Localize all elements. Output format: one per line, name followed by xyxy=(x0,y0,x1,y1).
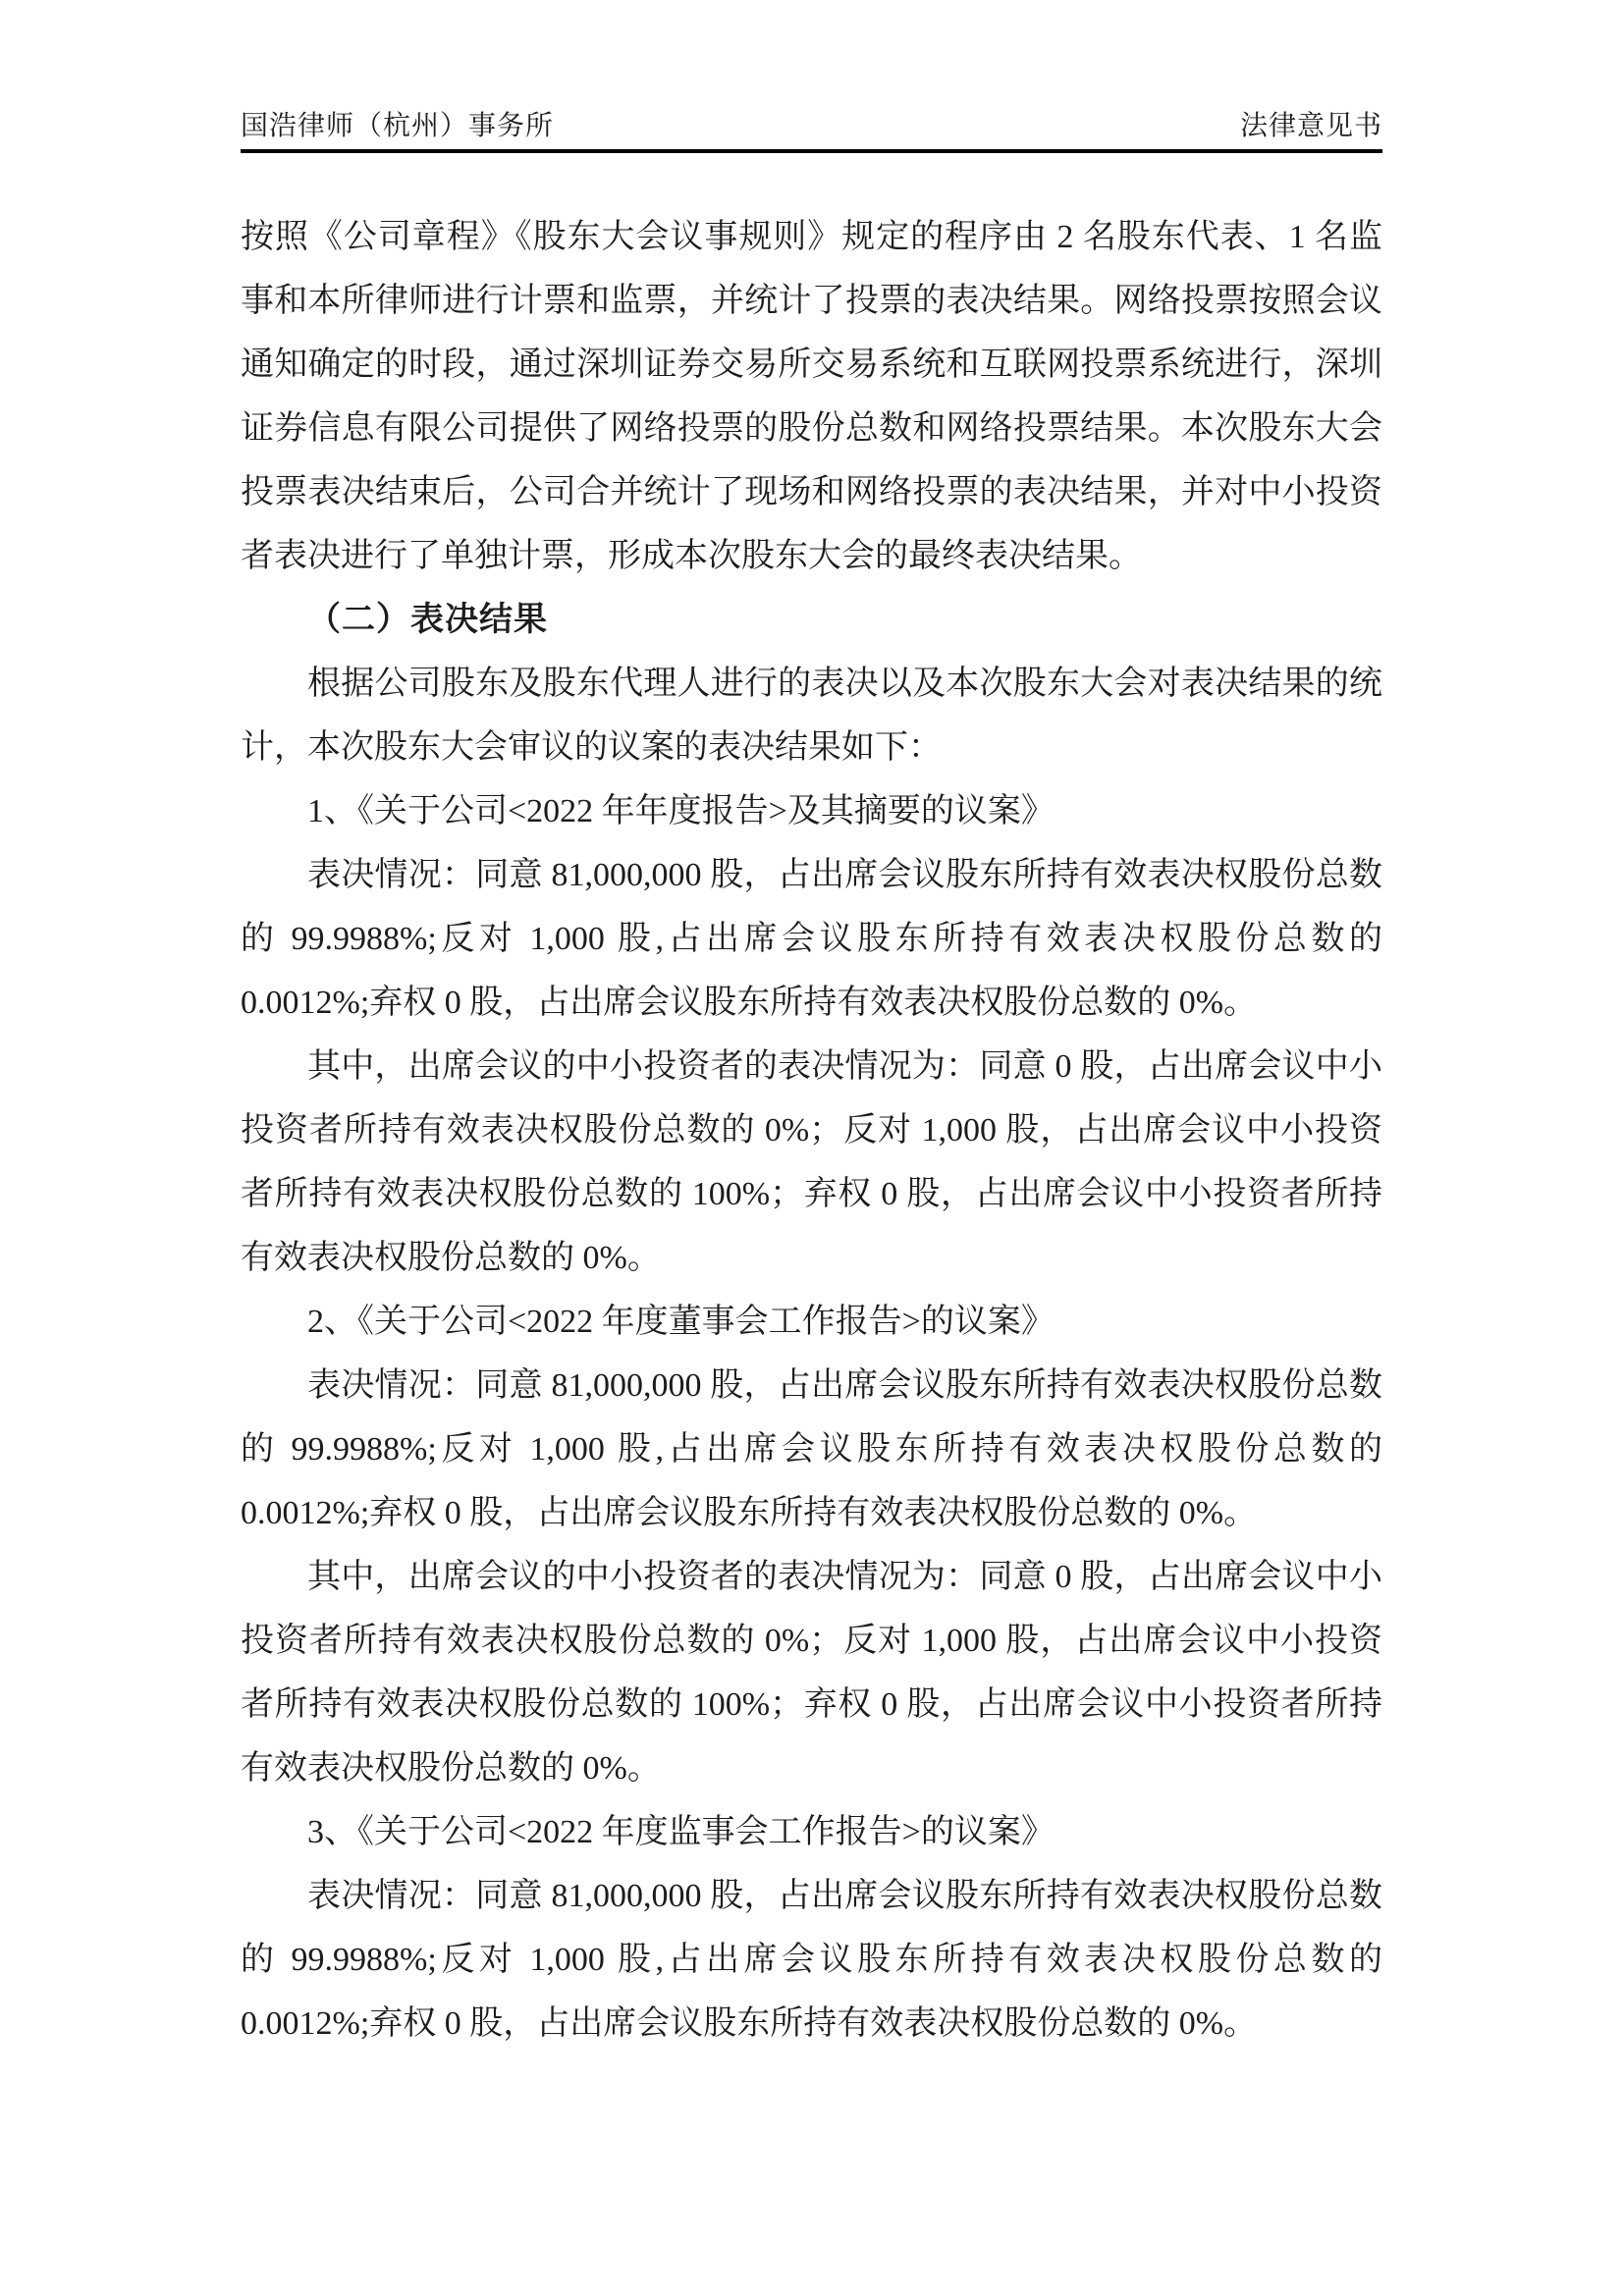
header-rule xyxy=(241,149,1382,153)
item-2-minority-result: 其中，出席会议的中小投资者的表决情况为：同意 0 股，占出席会议中小投资者所持有效表决权股份总数的 0%；反对 1,000 股，占出席会议中小投资者所持有效表决权股份总数的 100%；弃权 0 股，占出席会议中小投资者所持有效表决权股份总数的 0%。 xyxy=(241,1559,1382,1787)
intro-paragraph: 按照《公司章程》《股东大会议事规则》规定的程序由 2 名股东代表、1 名监事和本所律师进行计票和监票，并统计了投票的表决结果。网络投票按照会议通知确定的时段，通过深圳证券交易所交易系统和互联网投票系统进行，深圳证券信息有限公司提供了网络投票的股份总数和网络投票结果。本次股东大会投票表决结束后，公司合并统计了现场和网络投票的表决结果，并对中小投资者表决进行了单独计票，形成本次股东大会的最终表决结果。 xyxy=(241,219,1382,574)
section-heading-voting-results: （二）表决结果 xyxy=(307,601,548,638)
item-1-title: 1、《关于公司<2022 年年度报告>及其摘要的议案》 xyxy=(307,793,1055,829)
item-2-overall-result: 表决情况：同意 81,000,000 股，占出席会议股东所持有效表决权股份总数的 99.9988%;反对 1,000 股,占出席会议股东所持有效表决权股份总数的 0.0012%;弃权 0 股，占出席会议股东所持有效表决权股份总数的 0%。 xyxy=(241,1367,1382,1531)
item-1-overall-result: 表决情况：同意 81,000,000 股，占出席会议股东所持有效表决权股份总数的 99.9988%;反对 1,000 股,占出席会议股东所持有效表决权股份总数的 0.0012%;弃权 0 股，占出席会议股东所持有效表决权股份总数的 0%。 xyxy=(241,857,1382,1021)
voting-results-intro: 根据公司股东及股东代理人进行的表决以及本次股东大会对表决结果的统计，本次股东大会审议的议案的表决结果如下： xyxy=(241,666,1382,766)
document-body xyxy=(241,205,1382,2056)
item-1-minority-result: 其中，出席会议的中小投资者的表决情况为：同意 0 股，占出席会议中小投资者所持有效表决权股份总数的 0%；反对 1,000 股，占出席会议中小投资者所持有效表决权股份总数的 100%；弃权 0 股，占出席会议中小投资者所持有效表决权股份总数的 0%。 xyxy=(241,1048,1382,1276)
header-right-title: 法律意见书 xyxy=(1239,111,1382,141)
item-3-title: 3、《关于公司<2022 年度监事会工作报告>的议案》 xyxy=(307,1814,1055,1850)
item-2-title: 2、《关于公司<2022 年度董事会工作报告>的议案》 xyxy=(307,1304,1055,1340)
item-3-overall-result: 表决情况：同意 81,000,000 股，占出席会议股东所持有效表决权股份总数的 99.9988%;反对 1,000 股,占出席会议股东所持有效表决权股份总数的 0.0012%;弃权 0 股，占出席会议股东所持有效表决权股份总数的 0%。 xyxy=(241,1878,1382,2042)
page-header xyxy=(241,110,1382,143)
header-left-title: 国浩律师（杭州）事务所 xyxy=(241,111,555,141)
